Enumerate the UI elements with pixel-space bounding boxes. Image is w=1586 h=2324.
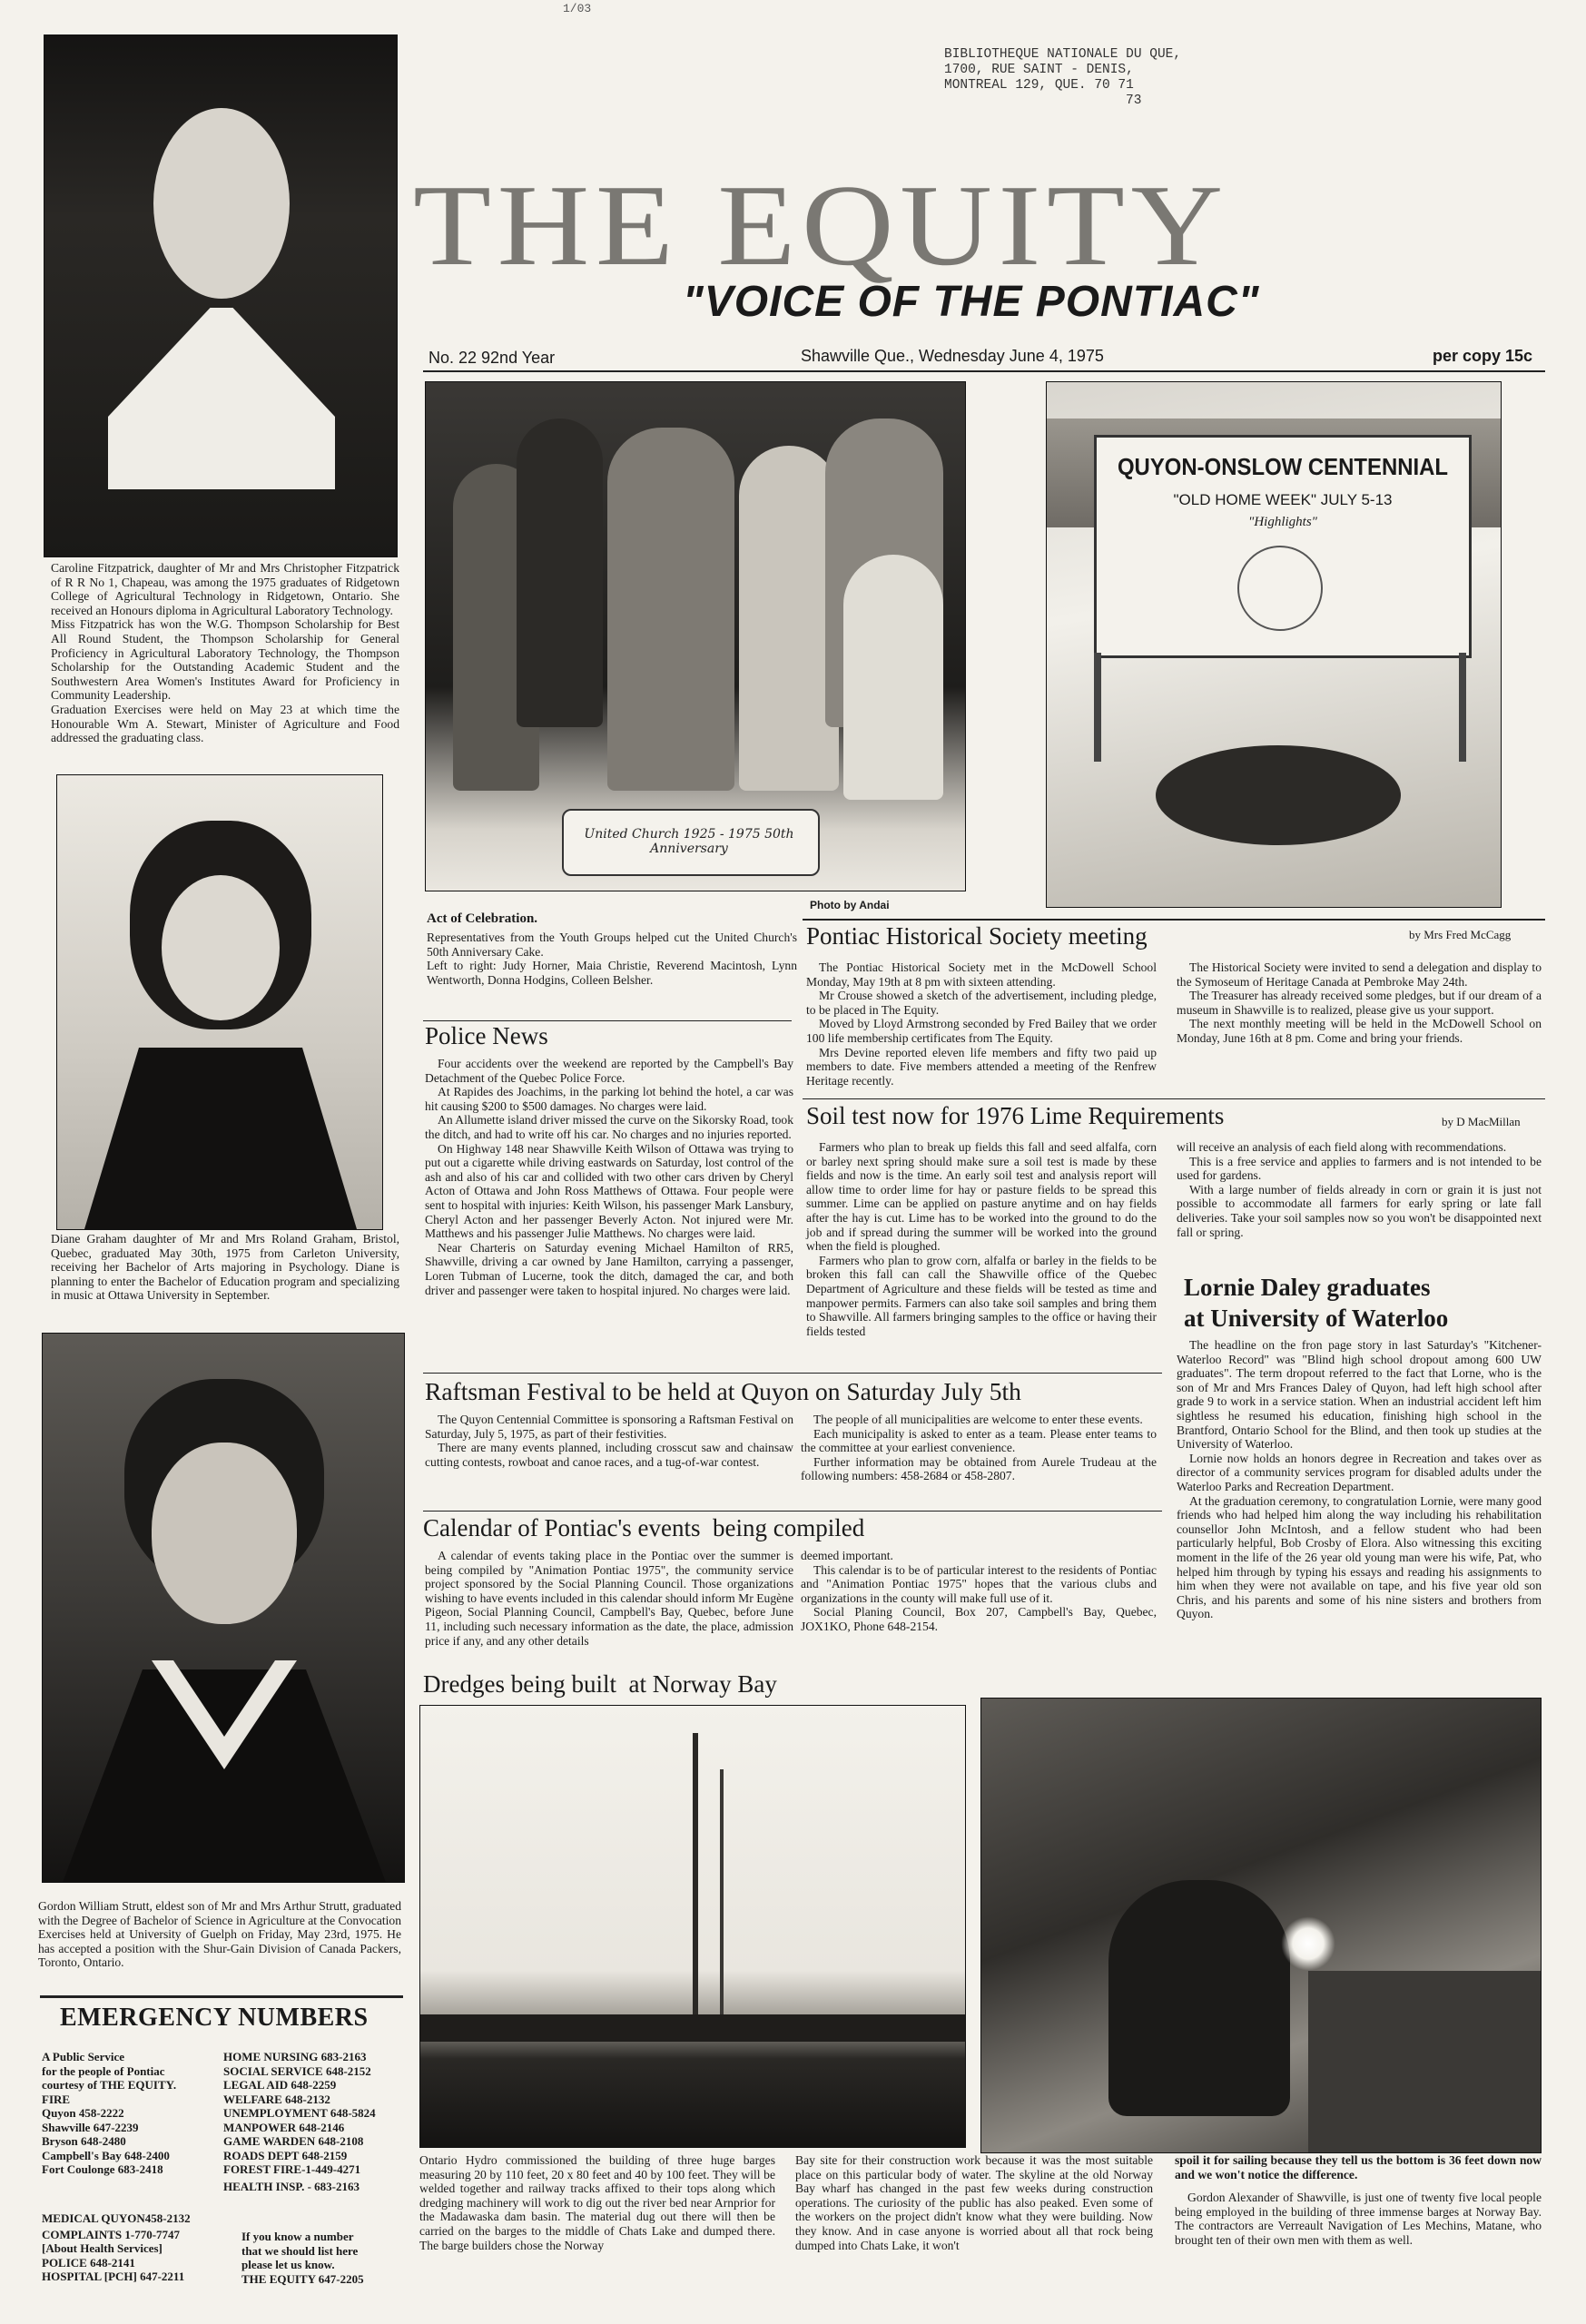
caption-graham: Diane Graham daughter of Mr and Mrs Roland Graham, Bristol, Quebec, graduated May 30th, 1975 from Carleton University, receiving her Bachelor of Arts majoring in Psychology. Diane is planning to enter the Bachelor of Education program and specializing in music at Ottawa University in September. — [51, 1232, 399, 1303]
dredges-col2 — [795, 2153, 1153, 2252]
daley-headline-2: at University of Waterloo — [1184, 1305, 1449, 1332]
figure-6 — [843, 555, 943, 800]
sign-title: QUYON-ONSLOW CENTENNIAL — [1117, 453, 1449, 480]
historical-p2: Mr Crouse showed a sketch of the advertisement, including pledge, to be placed in The Equity. — [806, 989, 1157, 1017]
caption-strutt: Gordon William Strutt, eldest son of Mr and Mrs Arthur Strutt, graduated with the Degree of Bachelor of Science in Agriculture at the Convocation Exercises held at University of Guelph on Friday, May 23rd, 1975. He has accepted a position with the Shur-Gain Division of Canada Packers, Toronto, Ontario. — [38, 1899, 401, 1970]
emergency-note-3: please let us know. — [241, 2258, 335, 2271]
crane-tower-2 — [720, 1769, 724, 2042]
daley-p1: The headline on the fron page story in last Saturday's "Kitchener-Waterloo Record" was "Blind high school dropout among 600 UW graduates". The term dropout referred to the fact that Lorne, who is the son of Mr and Mrs Frances Daley of Quyon, had left high school after grade 9 to work in a service station. When an industrial accident left him sightless he resumed his education, finishing high school in the Brantford, Ontario School for the Blind, and then took up studies at the University of Waterloo. — [1177, 1338, 1542, 1452]
masthead-title: THE EQUITY — [413, 161, 1229, 290]
calendar-p3: This calendar is to be of particular interest to the residents of Pontiac and "Animation Pontiac 1975" hopes that the various clubs and organizations in the county will make full use of it. — [801, 1562, 1157, 1605]
photo-norway-bay-skyline — [419, 1705, 966, 2148]
caption-celebration-title: Act of Celebration. — [427, 911, 538, 926]
soil-col1 — [806, 1140, 1157, 1338]
police-headline: Police News — [425, 1022, 548, 1049]
police-body — [425, 1057, 793, 1297]
caption-celebration-names: Left to right: Judy Horner, Maia Christie, Reverend Macintosh, Lynn Wentworth, Donna Hodgins, Colleen Belsher. — [427, 959, 797, 987]
figure-4 — [739, 446, 839, 791]
emergency-intro-1: A Public Service — [42, 2050, 124, 2063]
photo-caroline-fitzpatrick — [44, 34, 398, 557]
emergency-about: [About Health Services] — [42, 2241, 163, 2255]
police-p2: At Rapides des Joachims, in the parking lot behind the hotel, a car was hit causing $200 to $500 damages. No charges were laid. — [425, 1085, 793, 1113]
emergency-left — [42, 2050, 214, 2177]
emergency-forest-fire: FOREST FIRE-1-449-4271 — [223, 2162, 361, 2176]
calendar-p4: Social Planing Council, Box 207, Campbell's Bay, Quebec, JOX1KO, Phone 648-2154. — [801, 1605, 1157, 1633]
soil-p1: Farmers who plan to break up fields this fall and seed alfalfa, corn or barley next spring should make sure a soil test is made by these fields and now is the time. An early soil test and analysis report will allow time to order lime for hay or pasture fields to be spread this summer. Lime can be applied on pasture anytime and on hay fields after the hay is cut. Lime has to be worked into the ground to do the job and if spread during the summer will be worked into the ground when the field is ploughed. — [806, 1140, 1157, 1254]
emergency-fire-bryson: Bryson 648-2480 — [42, 2134, 126, 2148]
photo-welder — [980, 1698, 1542, 2153]
calendar-col1 — [425, 1549, 793, 1648]
historical-col2 — [1177, 960, 1542, 1046]
emergency-title: EMERGENCY NUMBERS — [60, 2004, 369, 2032]
emergency-fire-quyon: Quyon 458-2222 — [42, 2106, 124, 2120]
masthead-rule — [423, 370, 1545, 372]
welder-figure — [1108, 1880, 1290, 2116]
barge-hull — [1308, 1971, 1541, 2152]
soil-col2 — [1177, 1140, 1542, 1239]
page-mark: 1/03 — [563, 2, 592, 15]
portrait-face — [153, 108, 290, 299]
emergency-manpower: MANPOWER 648-2146 — [223, 2120, 345, 2134]
police-p4: On Highway 148 near Shawville Keith Wilson of Ottawa was trying to put out a cigarette while driving eastwards on Saturday, lost control of the ash and also of his car and collided with two other cars driven by Cheryl Acton of Ottawa and John Ross Matthews of Ottawa. Four people were sent to hospital with injuries: Keith Wilson, his passenger Mark Lansbury, Cheryl Acton and her passenger Beverly Acton. Not injured were Mr. Matthews and his passenger Julie Matthews. No charges were laid. — [425, 1141, 793, 1241]
calendar-p1: A calendar of events taking place in the Pontiac over the summer is being compiled by "Animation Pontiac 1975", the community service project sponsored by the Social Planning Council. Those organizations wishing to have events included in this calendar should inform Mr Eugène Pigeon, Social Planning Council, Campbell's Bay, Quebec, before June 11, including such necessary information as the date, the place, admission price if any, and any other details — [425, 1549, 793, 1648]
cake-lettering: United Church 1925 - 1975 50th Anniversary — [584, 827, 794, 856]
caption-celebration — [427, 931, 797, 987]
soil-p4: This is a free service and applies to farmers and is not intended to be used for gardens. — [1177, 1154, 1542, 1183]
figure-3 — [607, 428, 734, 791]
emergency-roads-dept: ROADS DEPT 648-2159 — [223, 2148, 348, 2162]
daley-headline-1: Lornie Daley graduates — [1184, 1274, 1431, 1301]
dredges-p2: Bay site for their construction work because it was the most suitable place on this particular body of water. The skyline at the old Norway Bay wharf has changed in the past few weeks during construction operations. The curiosity of the public has also peaked. Even some of the workers on the project didn't know what they were building. Now they know. And in case anyone is worried about all that rock being dumped into Chats Lake, it won't — [795, 2153, 1153, 2252]
police-p1: Four accidents over the weekend are reported by the Campbell's Bay Detachment of the Quebec Police Force. — [425, 1057, 793, 1085]
photo-gordon-strutt — [42, 1333, 405, 1883]
police-top-rule — [423, 1020, 792, 1021]
police-p3: An Allumette island driver missed the curve on the Sikorsky Road, took the ditch, and had to write off his car. No charges and no injuries reported. — [425, 1113, 793, 1141]
sign-emblem-icon — [1237, 546, 1323, 631]
emergency-intro-3: courtesy of THE EQUITY. — [42, 2078, 177, 2092]
soil-top-rule — [803, 1098, 1545, 1099]
sign-subtitle: "OLD HOME WEEK" JULY 5-13 — [1173, 491, 1393, 508]
historical-p5: The Historical Society were invited to send a delegation and display to the Symoseum of Heritage Canada at Pembroke May 24th. — [1177, 960, 1542, 989]
historical-top-rule — [803, 919, 1545, 921]
portrait-face — [162, 875, 280, 1020]
shoreline — [420, 2014, 965, 2042]
raftsman-p3: The people of all municipalities are welcome to enter these events. — [813, 1413, 1143, 1426]
emergency-health-insp: HEALTH INSP. - 683-2163 — [223, 2179, 360, 2193]
dredges-col3 — [1175, 2153, 1542, 2248]
calendar-p2: deemed important. — [801, 1549, 893, 1562]
portrait-gown — [84, 1048, 357, 1229]
soil-p5: With a large number of fields already in corn or grain it is just not possible to accommodate all farmers for early spring or late fall deliveries. Take your soil samples now so you won't be disappointed next fall or spring. — [1177, 1182, 1542, 1239]
daley-body — [1177, 1338, 1542, 1621]
emergency-note — [241, 2230, 405, 2286]
photo-credit: Photo by Andai — [810, 899, 890, 911]
calendar-headline: Calendar of Pontiac's events being compiled — [423, 1514, 865, 1541]
sign-post-right — [1459, 653, 1466, 762]
masthead-slogan: "VOICE OF THE PONTIAC" — [683, 278, 1260, 326]
historical-p7: The next monthly meeting will be held in the McDowell School on Monday, June 16th at 8 pm. Come and bring your friends. — [1177, 1017, 1542, 1045]
raftsman-p2: There are many events planned, including crosscut saw and chainsaw cutting contests, rowboat and canoe races, and a tug-of-war contest. — [425, 1441, 793, 1469]
emergency-fire-campbells-bay: Campbell's Bay 648-2400 — [42, 2148, 170, 2162]
emergency-top-rule — [40, 1995, 403, 1998]
dredges-p1: Ontario Hydro commissioned the building of three huge barges measuring 20 by 110 feet, 20 x 80 feet and 40 by 100 feet. They will be welded together and railway tracks affixed to their tops along which dredging machinery will work to dig out the river bed near Arnprior for the Madawaska dam basin. The material dug out there will then be carried on the barges to the middle of Chats Lake and dumped there. The barge builders chose the Norway — [419, 2153, 775, 2252]
soil-p3: will receive an analysis of each field along with recommendations. — [1177, 1140, 1507, 1154]
portrait-face — [152, 1443, 297, 1624]
portrait-collar — [108, 308, 335, 489]
soil-p2: Farmers who plan to grow corn, alfalfa or barley in the fields to be broken this fall can call the Shawville office of the Quebec Department of Agriculture and these fields will be tested as time and manpower permits. Farmers can also take soil samples and bring them to Shawville. All farmers bringing samples to the office or having their fields tested — [806, 1253, 1157, 1338]
emergency-note-4: THE EQUITY 647-2205 — [241, 2271, 364, 2286]
emergency-social-service: SOCIAL SERVICE 648-2152 — [223, 2063, 371, 2078]
emergency-note-1: If you know a number — [241, 2230, 354, 2243]
dredges-p4: Gordon Alexander of Shawville, is just one of twenty five local people being employed in the building of three immense barges at Norway Bay. The contractors are Verreault Navigation of Les Mechins, Matane, who brought ten of their own men with them as well. — [1175, 2191, 1542, 2247]
historical-byline: by Mrs Fred McCagg — [1409, 928, 1512, 941]
stamp-line-4: 73 — [1126, 94, 1142, 108]
calendar-col2 — [801, 1549, 1157, 1634]
price: per copy 15c — [1433, 347, 1533, 365]
daley-p3: At the graduation ceremony, to congratulation Lornie, were many good friends who had helped him along the way including his rehabilitation counsellor John McIntosh, and a fellow student who had been particularly helpful, Bob Crosby of Elora. Also witnessing this exciting moment in the life of the 26 year old young man were his wife, Pat, who helped him through by typing his essays and reading his assignments to him when they were not available on tape, and his five year old son Chris, and his parents and some of his nine sisters and brothers from Quyon. — [1177, 1493, 1542, 1621]
soil-headline: Soil test now for 1976 Lime Requirements — [806, 1102, 1225, 1129]
raftsman-p5: Further information may be obtained from Aurele Trudeau at the following numbers: 458-2684 or 458-2807. — [801, 1454, 1157, 1483]
emergency-legal-aid: LEGAL AID 648-2259 — [223, 2078, 337, 2092]
caption-fitzpatrick-p3: Graduation Exercises were held on May 23 at which time the Honourable Wm A. Stewart, Minister of Agriculture and Food addressed the graduating class. — [51, 702, 399, 745]
stamp-line-2: 1700, RUE SAINT - DENIS, — [944, 63, 1134, 77]
sign-highlights: "Highlights" — [1248, 515, 1317, 529]
dateline: Shawville Que., Wednesday June 4, 1975 — [801, 347, 1104, 365]
weld-spark-icon — [1281, 1916, 1335, 1971]
emergency-hospital: HOSPITAL [PCH] 647-2211 — [42, 2270, 185, 2283]
sign-post-left — [1094, 653, 1101, 762]
caption-fitzpatrick — [51, 561, 399, 745]
photo-anniversary-cake — [425, 381, 966, 891]
historical-p4: Mrs Devine reported eleven life members and fifty two paid up members to date. Five members attended a meeting of the Renfrew Heritage recently. — [806, 1045, 1157, 1088]
caption-fitzpatrick-p2: Miss Fitzpatrick has won the W.G. Thompson Scholarship for Best All Round Student, the Thompson Scholarship for General Proficiency in Agricultural Laboratory Technology, the Thompson Scholarship for the Outstanding Academic Student and the Southwestern Area Women's Institutes Award for Proficiency in Community Leadership. — [51, 617, 399, 703]
crane-tower — [693, 1733, 698, 2042]
raftsman-col1 — [425, 1413, 793, 1469]
caption-fitzpatrick-p1: Caroline Fitzpatrick, daughter of Mr and Mrs Christopher Fitzpatrick of R R No 1, Chapeau, was among the 1975 graduates of Ridgetown College of Agricultural Technology in Ridgetown, Ontario. She received an Honours diploma in Agricultural Laboratory Technology. — [51, 561, 399, 617]
raftsman-p4: Each municipality is asked to enter as a team. Please enter teams to the committee at your earliest convenience. — [801, 1426, 1157, 1455]
historical-col1 — [806, 960, 1157, 1088]
emergency-police: POLICE 648-2141 — [42, 2255, 135, 2270]
dredges-p3: spoil it for sailing because they tell us the bottom is 36 feet down now and we won't notice the difference. — [1175, 2153, 1542, 2181]
raftsman-headline: Raftsman Festival to be held at Quyon on Saturday July 5th — [425, 1377, 1021, 1405]
dredges-headline: Dredges being built at Norway Bay — [423, 1670, 777, 1698]
historical-p6: The Treasurer has already received some pledges, but if our dream of a museum in Shawville is to realized, please give us your support. — [1177, 989, 1542, 1017]
stamp-line-3: MONTREAL 129, QUE. 70 71 — [944, 78, 1134, 93]
emergency-note-2: that we should list here — [241, 2243, 359, 2258]
emergency-bottom-left — [42, 2211, 223, 2284]
library-stamp — [944, 47, 1181, 109]
calendar-top-rule — [423, 1511, 1162, 1512]
police-p5: Near Charteris on Saturday evening Michael Hamilton of RR5, Shawville, driving a car owned by Jane Hamilton, carrying a passenger, Loren Tubman of Lucerne, took the ditch, damaged the car, and both driver and passenger were taken to hospital injured. No charges were laid. — [425, 1240, 793, 1297]
emergency-intro-2: for the people of Pontiac — [42, 2063, 165, 2078]
figure-2 — [517, 419, 603, 727]
emergency-fire-shawville: Shawville 647-2239 — [42, 2120, 139, 2134]
emergency-home-nursing: HOME NURSING 683-2163 — [223, 2050, 367, 2063]
emergency-fire-label: FIRE — [42, 2092, 71, 2106]
historical-p3: Moved by Lloyd Armstrong seconded by Fred Bailey that we order 100 life membership certificates from The Equity. — [806, 1017, 1157, 1045]
historical-p1: The Pontiac Historical Society met in the McDowell School Monday, May 19th at 8 pm with sixteen attending. — [806, 960, 1157, 989]
flower-bed — [1156, 745, 1401, 845]
issue-number: No. 22 92nd Year — [429, 349, 556, 367]
raftsman-top-rule — [423, 1373, 1162, 1374]
historical-headline: Pontiac Historical Society meeting — [806, 922, 1148, 950]
emergency-welfare: WELFARE 648-2132 — [223, 2092, 330, 2106]
caption-celebration-text: Representatives from the Youth Groups helped cut the United Church's 50th Anniversary Cake. — [427, 931, 797, 959]
dredges-col1 — [419, 2153, 775, 2252]
emergency-medical: MEDICAL QUYON458-2132 — [42, 2211, 191, 2225]
emergency-unemployment: UNEMPLOYMENT 648-5824 — [223, 2106, 376, 2120]
portrait-gown — [61, 1669, 388, 1883]
photo-centennial-sign — [1046, 381, 1502, 908]
emergency-game-warden: GAME WARDEN 648-2108 — [223, 2134, 364, 2148]
photo-diane-graham — [56, 774, 383, 1230]
daley-p2: Lornie now holds an honors degree in Recreation and takes over as director of a community services program for disabled adults under the Waterloo Parks and Recreation Department. — [1177, 1451, 1542, 1493]
emergency-right — [223, 2050, 405, 2193]
soil-byline: by D MacMillan — [1442, 1115, 1521, 1128]
raftsman-p1: The Quyon Centennial Committee is sponsoring a Raftsman Festival on Saturday, July 5, 1975, as part of their festivities. — [425, 1413, 793, 1441]
stamp-line-1: BIBLIOTHEQUE NATIONALE DU QUE, — [944, 47, 1182, 62]
raftsman-col2 — [801, 1413, 1157, 1483]
emergency-complaints: COMPLAINTS 1-770-7747 — [42, 2227, 181, 2241]
emergency-fire-fort-coulonge: Fort Coulonge 683-2418 — [42, 2162, 163, 2176]
